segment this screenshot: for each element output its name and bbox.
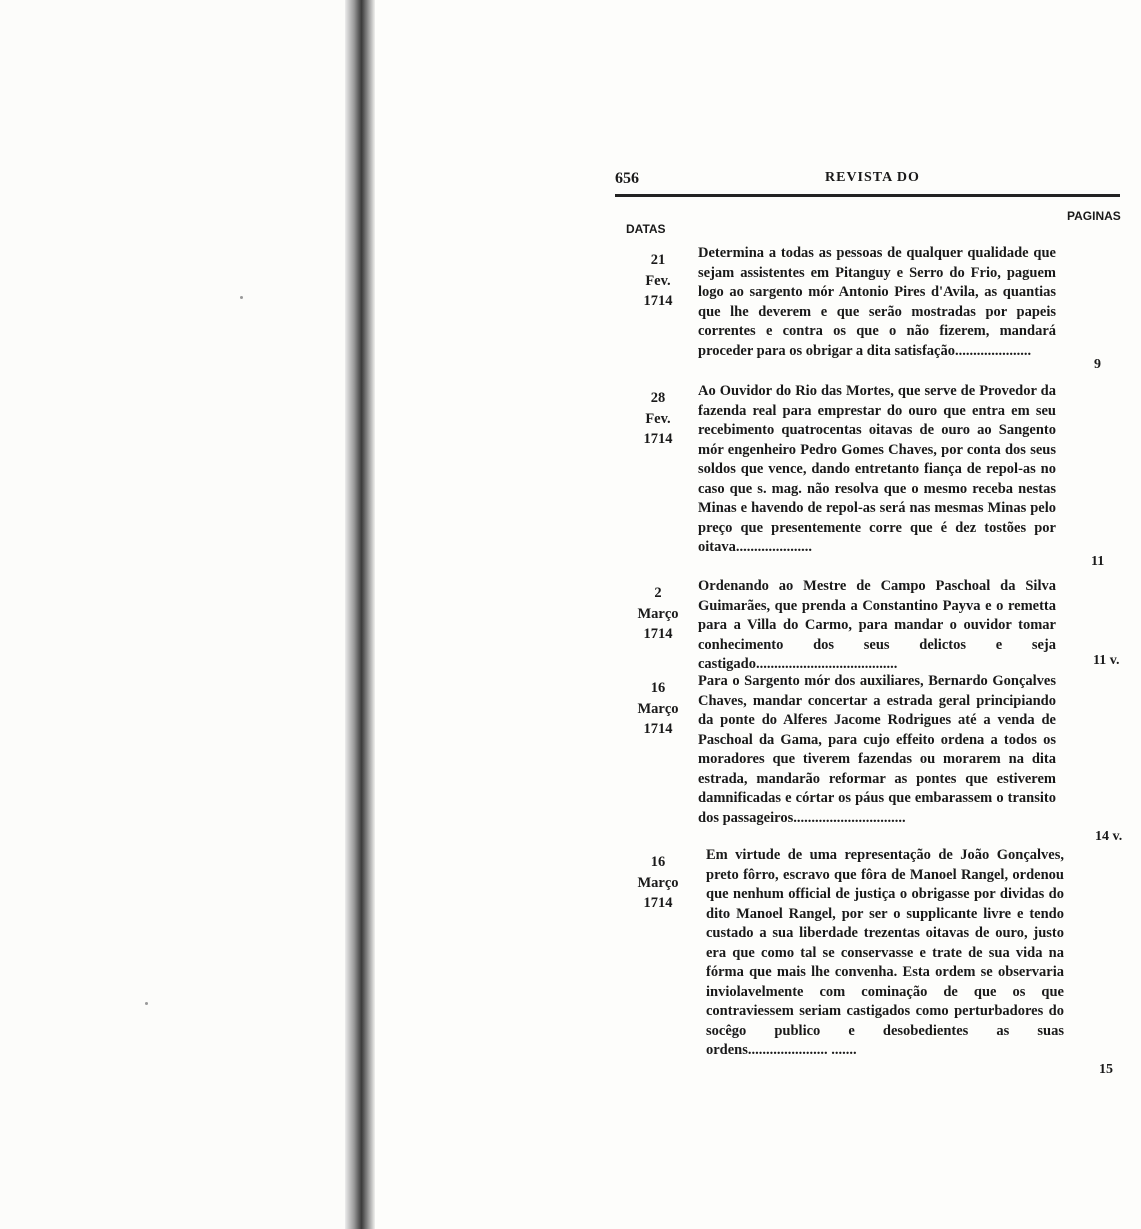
paper-speck: [145, 1002, 148, 1005]
date-month: Fev.: [645, 272, 671, 289]
entry-text: Para o Sargento mór dos auxiliares, Bernardo Gonçalves Chaves, mandar concertar a estrada geral principiando da ponte do Alferes Jacome Rodrigues até a venda de Paschoal da Gama, para cujo effeito ordena a todos os moradores que tiverem fazendas ou morarem na dita estrada, mandarão reformar as pontes que estiverem damnificadas e córtar os páus que embarassem o transito dos passageiros...............................: [698, 673, 1056, 826]
entry-date: [622, 250, 694, 312]
entry-text: Ordenando ao Mestre de Campo Paschoal da Silva Guimarães, que prenda a Constantino Payva e o remetta para a Villa do Carmo, para mandar o ouvidor tomar conhecimento dos seus delictos e seja castigado.......................................: [698, 578, 1056, 672]
date-day: 21: [650, 252, 666, 268]
date-month: Março: [637, 605, 679, 622]
entry-date: [622, 388, 694, 450]
book-gutter: [345, 0, 375, 1229]
date-month: Fev.: [645, 410, 671, 427]
entry-page-ref: 9: [1094, 357, 1101, 372]
dates-column-heading: DATAS: [626, 222, 666, 236]
running-title: REVISTA DO: [825, 170, 920, 185]
entry-date: [622, 852, 694, 914]
entry-date: [622, 678, 694, 740]
date-year: 1714: [643, 626, 673, 642]
date-day: 16: [650, 680, 666, 696]
date-day: 28: [650, 390, 666, 406]
paper-speck: [240, 296, 243, 299]
entry-page-ref: 11: [1091, 554, 1105, 569]
page-header: [615, 168, 1120, 194]
date-month: Março: [637, 874, 679, 891]
header-rule: [615, 194, 1120, 197]
entry-page-ref: 14 v.: [1095, 829, 1123, 844]
entry-text: Ao Ouvidor do Rio das Mortes, que serve de Provedor da fazenda real para emprestar do ouro que entra em seu recebimento quatrocentas oitavas de ouro ao Sangento mór engenheiro Pedro Gomes Chaves, por conta dos seus soldos que vence, dando entretanto fiança de repol-as no caso que s. mag. não resolva que o mesmo receba nestas Minas e havendo de repol-as será nas mesmas Minas pelo preço que presentemente corre que é dez tostões por oitava.....................: [698, 383, 1056, 555]
entry-text: Em virtude de uma representação de João Gonçalves, preto fôrro, escravo que fôra de Manoel Rangel, ordenou que nenhum official de justiça o obrigasse por dividas do dito Manoel Rangel, por ser o supplicante livre e tendo custado a sua liberdade trezentas oitavas de ouro, justo era que como tal se conservasse e trate de sua vida na fórma que mais lhe convenha. Esta ordem se observaria inviolavelmente com cominação de que os que contraviessem seriam castigados como perturbadores do socêgo publico e desobedientes as suas ordens...................... .......: [706, 847, 1064, 1058]
date-day: 16: [650, 854, 666, 870]
entry-page-ref: 11 v.: [1093, 653, 1120, 668]
pages-column-heading: PAGINAS: [1067, 209, 1121, 223]
date-year: 1714: [643, 895, 673, 911]
page-number: 656: [615, 170, 639, 187]
entry-text: Determina a todas as pessoas de qualquer qualidade que sejam assistentes em Pitanguy e Serro do Frio, paguem logo ao sargento mór Antonio Pires d'Avila, as quantias que lhe deverem e que serão mostradas por papeis correntes e contra os que o não fizerem, mandará proceder para os obrigar a dita satisfação.....................: [698, 245, 1056, 359]
entry-page-ref: 15: [1099, 1062, 1113, 1077]
date-year: 1714: [643, 293, 673, 309]
left-blank-page: [0, 0, 345, 1229]
date-month: Março: [637, 700, 679, 717]
date-day: 2: [654, 585, 662, 601]
entry-date: [622, 583, 694, 645]
date-year: 1714: [643, 721, 673, 737]
date-year: 1714: [643, 431, 673, 447]
